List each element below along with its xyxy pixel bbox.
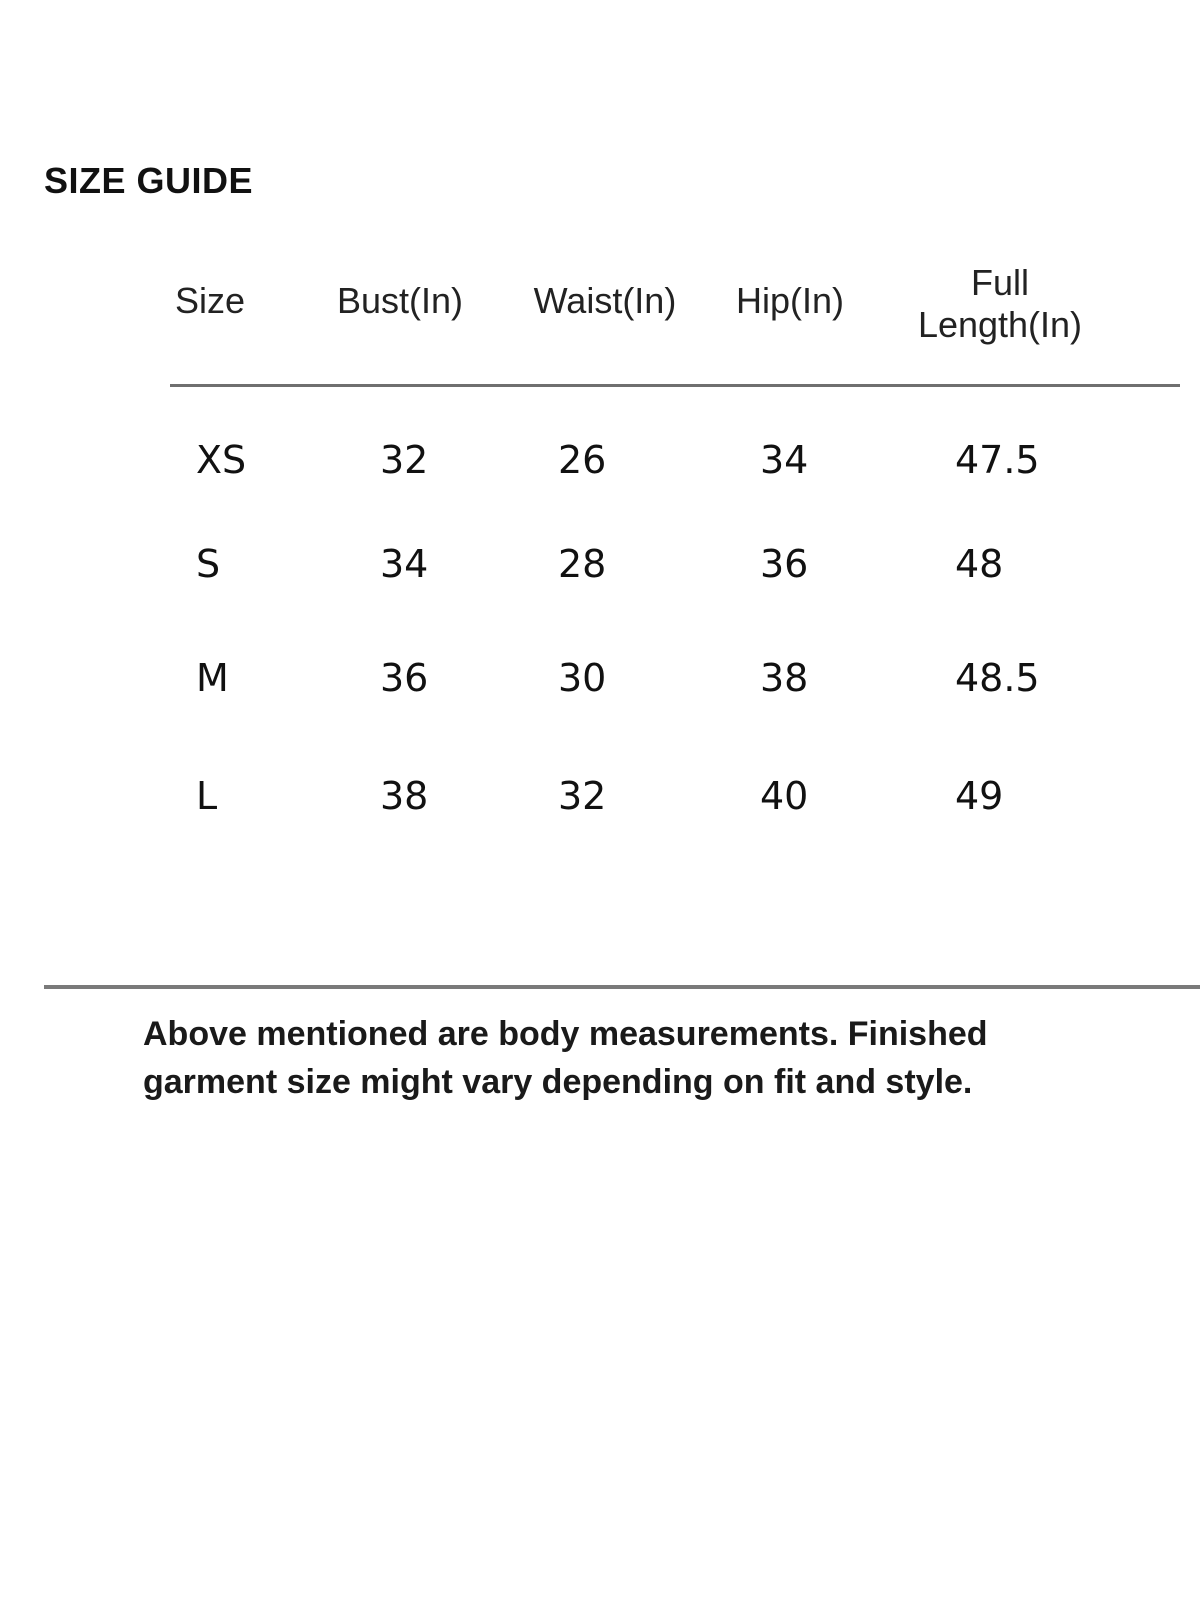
table-cell-size: L xyxy=(196,774,218,818)
table-cell-bust: 34 xyxy=(380,542,429,586)
table-cell-full-length: 49 xyxy=(955,774,1004,818)
table-cell-hip: 34 xyxy=(760,438,809,482)
note-line-1: Above mentioned are body measurements. Finished xyxy=(143,1015,988,1053)
table-cell-waist: 30 xyxy=(558,656,607,700)
table-cell-waist: 26 xyxy=(558,438,607,482)
header-full-length-line1: Full xyxy=(970,262,1029,303)
table-cell-waist: 32 xyxy=(558,774,607,818)
header-full-length-line2: Length(In) xyxy=(917,304,1083,345)
note-line-2: garment size might vary depending on fit and style. xyxy=(143,1063,973,1101)
table-cell-hip: 38 xyxy=(760,656,809,700)
table-cell-full-length: 48 xyxy=(955,542,1004,586)
header-hip: Hip(In) xyxy=(735,280,845,321)
table-cell-full-length: 47.5 xyxy=(955,438,1040,482)
footer-divider xyxy=(44,985,1200,989)
measurement-note xyxy=(143,1010,1153,1106)
table-cell-bust: 38 xyxy=(380,774,429,818)
table-cell-hip: 40 xyxy=(760,774,809,818)
table-cell-bust: 32 xyxy=(380,438,429,482)
header-size: Size xyxy=(174,280,246,321)
table-cell-full-length: 48.5 xyxy=(955,656,1040,700)
table-cell-waist: 28 xyxy=(558,542,607,586)
table-cell-size: XS xyxy=(196,438,247,482)
header-waist: Waist(In) xyxy=(533,280,677,321)
table-cell-bust: 36 xyxy=(380,656,429,700)
table-cell-size: S xyxy=(196,542,221,586)
header-bust: Bust(In) xyxy=(336,280,464,321)
table-cell-size: M xyxy=(196,656,229,700)
page-title: SIZE GUIDE xyxy=(44,160,254,201)
table-cell-hip: 36 xyxy=(760,542,809,586)
